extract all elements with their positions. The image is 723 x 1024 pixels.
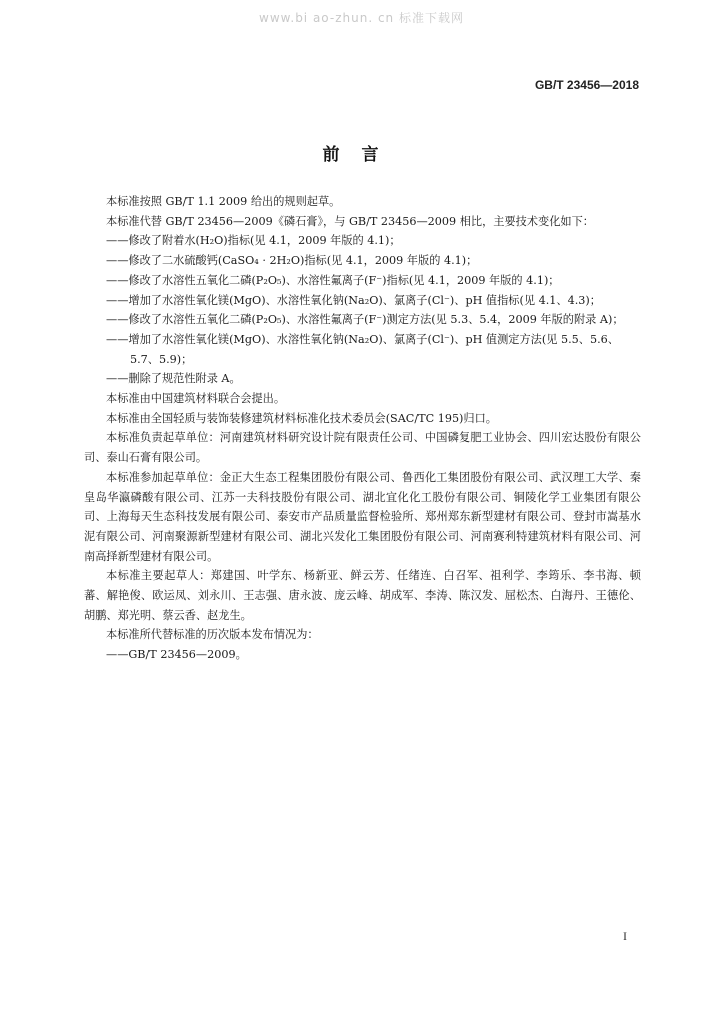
- paragraph-replaces: 本标准代替 GB/T 23456—2009《磷石膏》，与 GB/T 23456—2009 相比，主要技术变化如下：: [106, 214, 594, 228]
- page-title: 前言: [322, 145, 401, 165]
- change-item: ——增加了水溶性氧化镁(MgO)、水溶性氧化钠(Na₂O)、氯离子(Cl⁻)、pH 值指标(见 4.1、4.3)；: [106, 293, 601, 307]
- paragraph-drafting-rules: 本标准按照 GB/T 1.1 2009 给出的规则起草。: [106, 195, 341, 208]
- foreword-body: [84, 192, 641, 665]
- paragraph-history-intro: 本标准所代替标准的历次版本发布情况为：: [106, 628, 319, 642]
- standard-code: GB/T 23456—2018: [534, 78, 639, 92]
- paragraph-drafters: 本标准主要起草人：郑建国、叶学东、杨新亚、鲜云芳、任绪连、白召军、祖利学、李筠乐、李书海、顿蕃、解艳俊、欧运凤、刘永川、王志强、唐永波、庞云峰、胡成军、李涛、陈汉发、屈松杰、白海丹、王德伦、胡鹏、郑光明、蔡云香、赵龙生。: [84, 569, 641, 622]
- change-item: ——修改了水溶性五氧化二磷(P₂O₅)、水溶性氟离子(F⁻)指标(见 4.1，2009 年版的 4.1)；: [106, 273, 560, 287]
- paragraph-committee: 本标准由全国轻质与装饰装修建筑材料标准化技术委员会(SAC/TC 195)归口。: [106, 411, 497, 425]
- page-number: I: [623, 929, 627, 943]
- change-item: ——修改了二水硫酸钙(CaSO₄ · 2H₂O)指标(见 4.1，2009 年版的 4.1)；: [106, 254, 478, 268]
- change-item: ——修改了水溶性五氧化二磷(P₂O₅)、水溶性氟离子(F⁻)测定方法(见 5.3、5.4，2009 年版的附录 A)；: [106, 313, 624, 327]
- watermark: www.bi ao-zhun. cn 标准下载网: [259, 11, 464, 25]
- change-item: ——修改了附着水(H₂O)指标(见 4.1，2009 年版的 4.1)；: [106, 234, 401, 248]
- paragraph-participating-units: 本标准参加起草单位：金正大生态工程集团股份有限公司、鲁西化工集团股份有限公司、武汉理工大学、秦皇岛华瀛磷酸有限公司、江苏一夫科技股份有限公司、湖北宜化化工股份有限公司、铜陵化学工业集团有限公司、上海每天生态科技发展有限公司、泰安市产品质量监督检验所、郑州郑东新型建材有限公司、登封市嵩基水泥有限公司、河南聚源新型建材有限公司、湖北兴发化工集团股份有限公司、河南赛利特建筑材料有限公司、河南高择新型建材有限公司。: [84, 470, 641, 563]
- change-item: ——增加了水溶性氧化镁(MgO)、水溶性氧化钠(Na₂O)、氯离子(Cl⁻)、pH 值测定方法(见 5.5、5.6、5.7、5.9)；: [106, 332, 619, 366]
- paragraph-proposed: 本标准由中国建筑材料联合会提出。: [106, 392, 286, 406]
- change-item: ——删除了规范性附录 A。: [106, 372, 241, 386]
- paragraph-responsible-units: 本标准负责起草单位：河南建筑材料研究设计院有限责任公司、中国磷复肥工业协会、四川宏达股份有限公司、泰山石膏有限公司。: [84, 431, 641, 465]
- history-item: ——GB/T 23456—2009。: [106, 648, 247, 662]
